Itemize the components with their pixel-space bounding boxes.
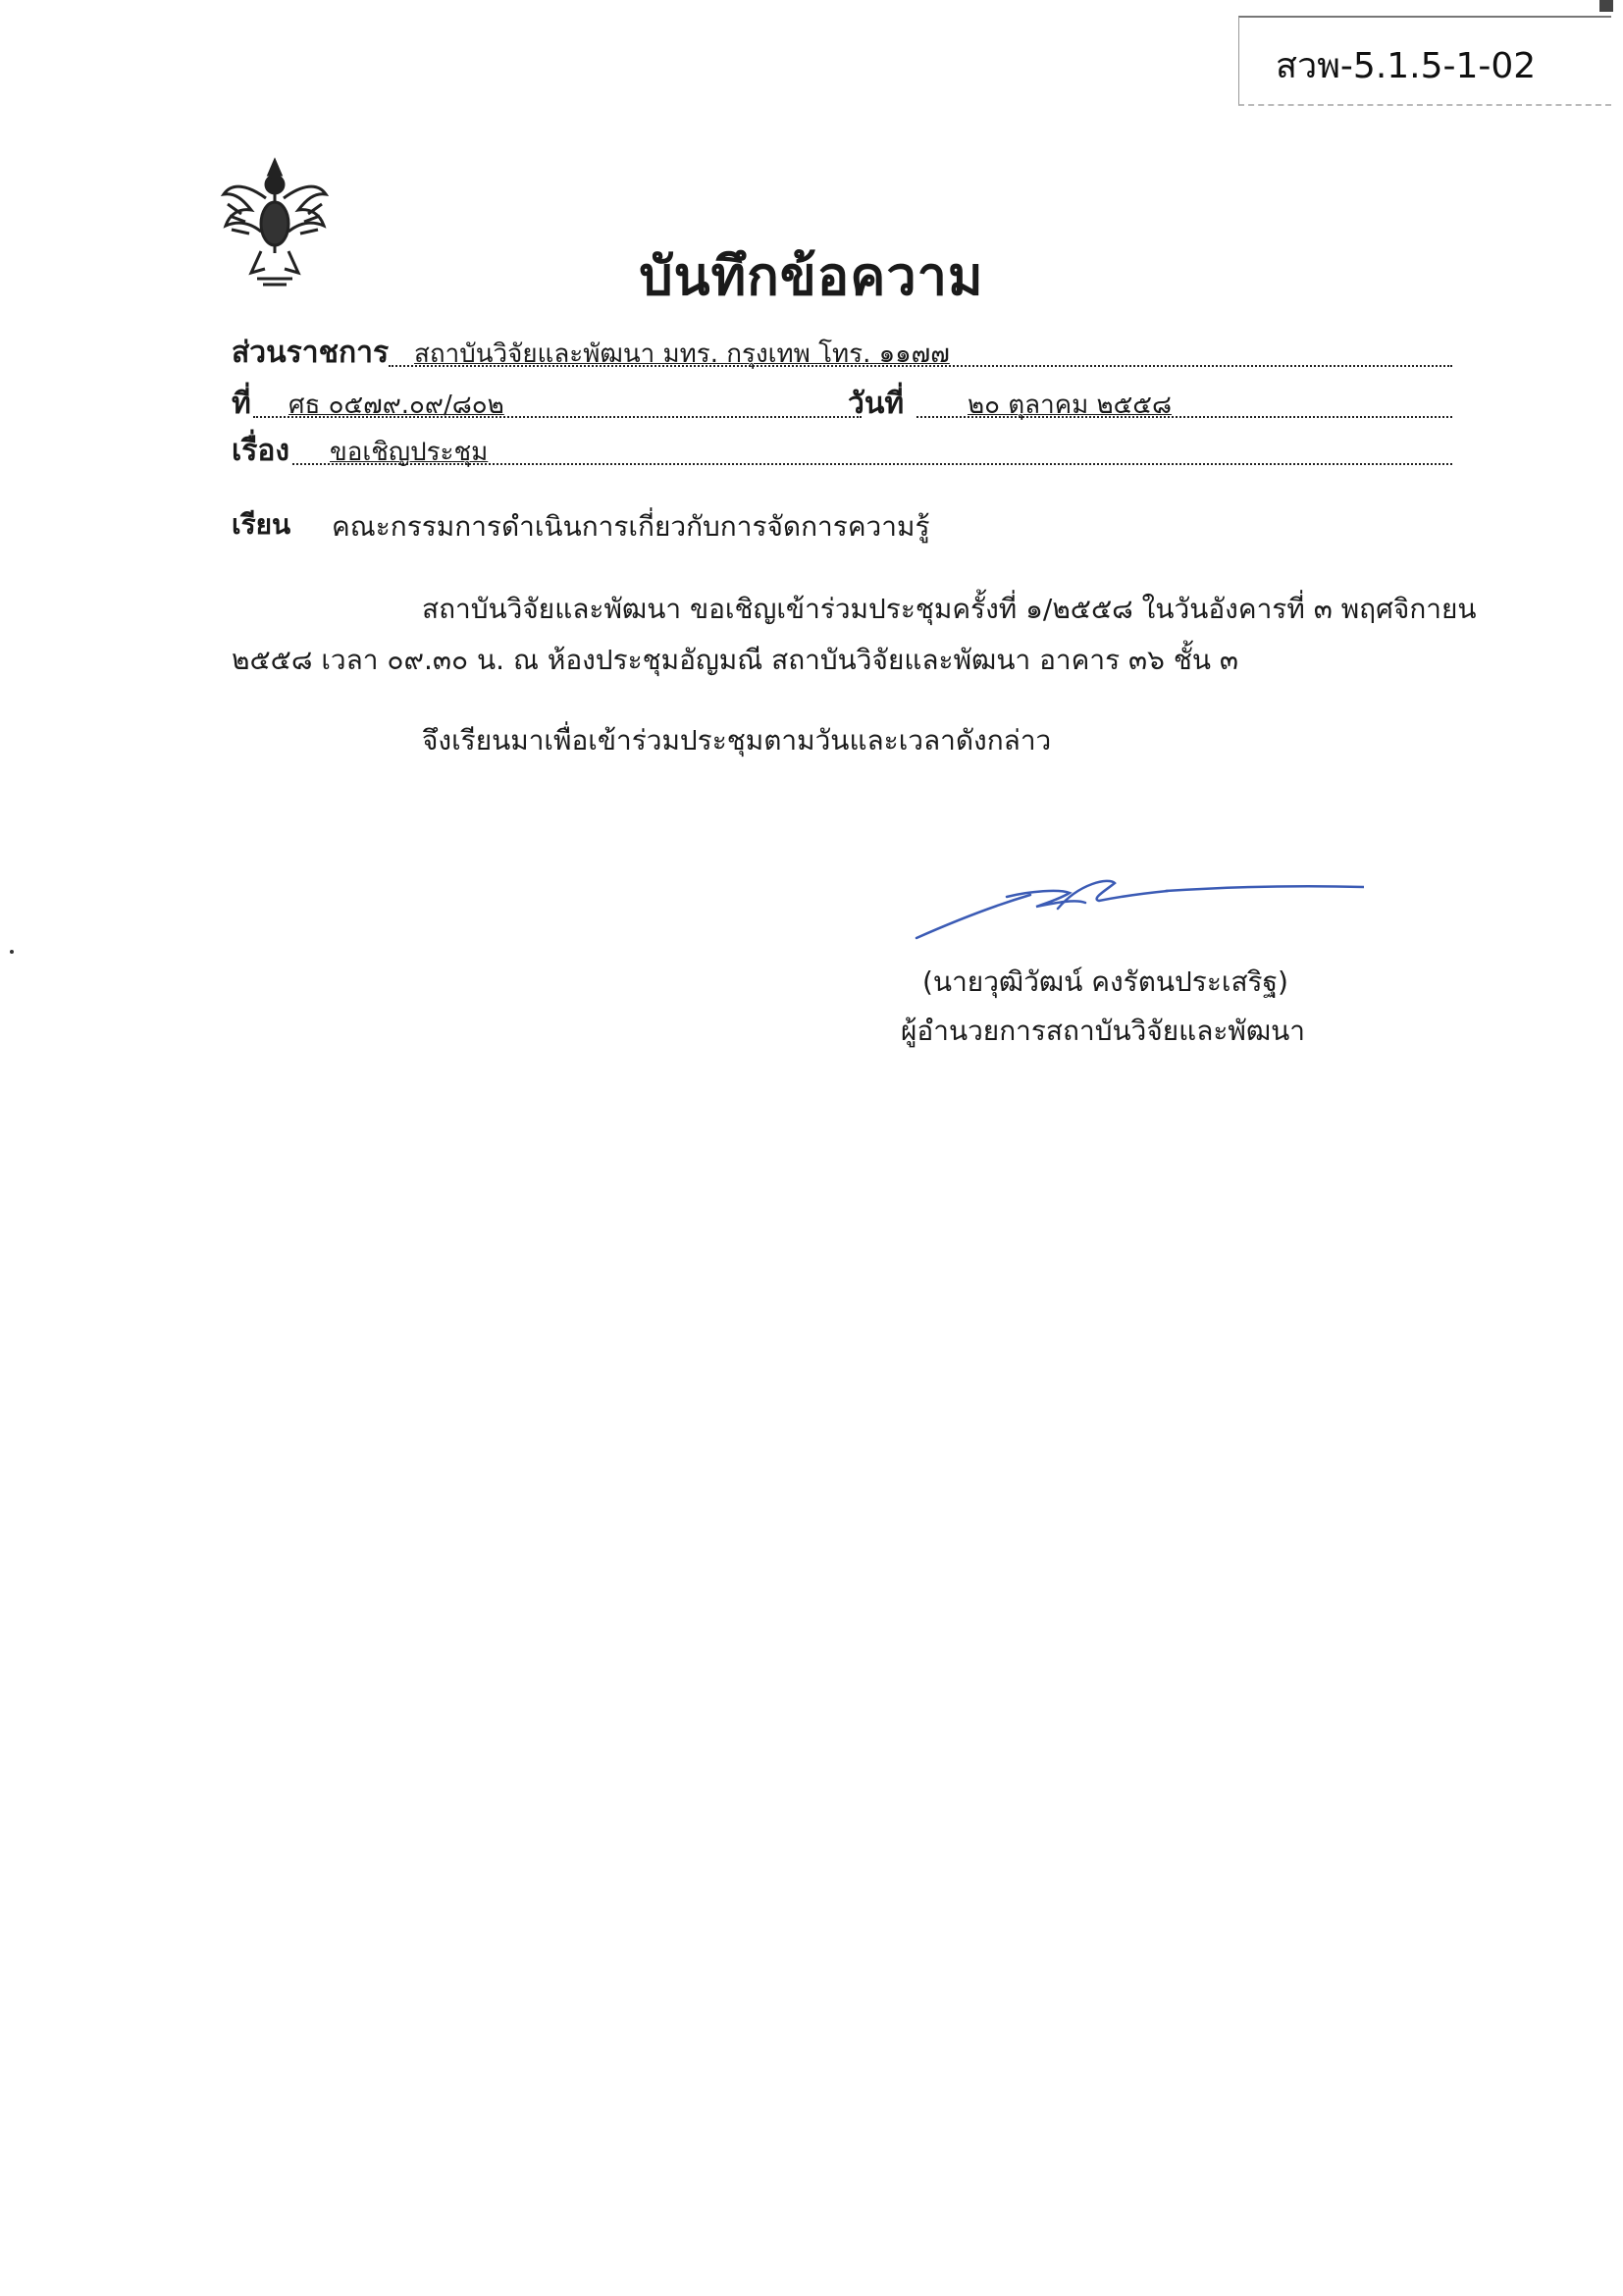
doc-code: สวพ-5.1.5-1-02 [1276, 46, 1537, 86]
subject-row [232, 428, 1452, 471]
ref-value: ศธ ๐๕๗๙.๐๙/๘๐๒ [288, 391, 504, 420]
signature-icon [913, 873, 1364, 942]
scan-speck [10, 950, 14, 954]
ref-date-row [232, 381, 1452, 424]
page-title: บันทึกข้อความ [639, 245, 984, 307]
subject-value: ขอเชิญประชุม [330, 438, 489, 467]
signatory-name: (นายวุฒิวัฒน์ คงรัตนประเสริฐ) [922, 965, 1288, 998]
agency-row [232, 330, 1452, 373]
body-para1-line2: ๒๕๕๘ เวลา ๐๙.๓๐ น. ณ ห้องประชุมอัญมณี สถาบันวิจัยและพัฒนา อาคาร ๓๖ ชั้น ๓ [232, 644, 1239, 676]
salutation-label: เรียน [232, 508, 291, 541]
ref-label: ที่ [232, 387, 251, 421]
body-para2: จึงเรียนมาเพื่อเข้าร่วมประชุมตามวันและเวลาดังกล่าว [422, 724, 1052, 757]
salutation-value: คณะกรรมการดำเนินการเกี่ยวกับการจัดการความรู้ [332, 510, 930, 543]
date-label: วันที่ [848, 387, 905, 421]
agency-value: สถาบันวิจัยและพัฒนา มทร. กรุงเทพ โทร. ๑๑๗๗ [414, 339, 950, 369]
subject-label: เรื่อง [232, 434, 290, 468]
corner-mark [1599, 0, 1613, 12]
signatory-position: ผู้อำนวยการสถาบันวิจัยและพัฒนา [901, 1015, 1306, 1047]
date-value: ๒๐ ตุลาคม ๒๕๕๘ [968, 391, 1173, 420]
agency-label: ส่วนราชการ [232, 336, 390, 370]
body-para1-line1: สถาบันวิจัยและพัฒนา ขอเชิญเข้าร่วมประชุมครั้งที่ ๑/๒๕๕๘ ในวันอังคารที่ ๓ พฤศจิกายน [422, 593, 1477, 625]
